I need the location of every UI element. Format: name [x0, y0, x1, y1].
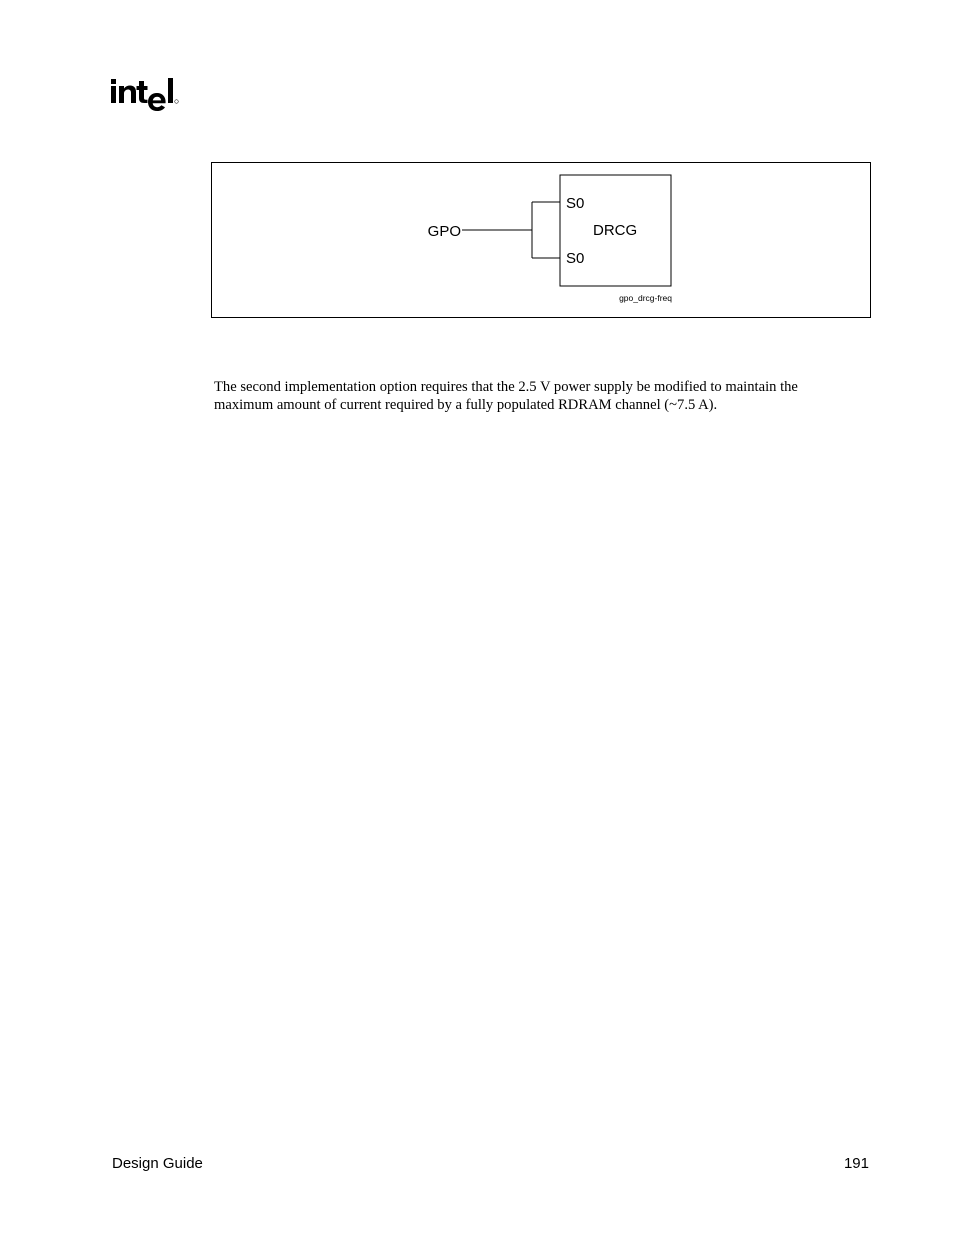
gpo-label: GPO — [427, 223, 461, 240]
body-paragraph: The second implementation option requires that the 2.5 V power supply be modified to maintain the maximum amount of current required by a fully populated RDRAM channel (~7.5 A). — [214, 379, 798, 413]
figure-id: gpo_drcg-freq — [619, 293, 672, 303]
drcg-label: DRCG — [593, 222, 638, 239]
pin-top-label: S0 — [566, 195, 585, 212]
footer-page-number: 191 — [843, 1155, 869, 1172]
footer-doc-title: Design Guide — [112, 1155, 203, 1172]
intel-logo-icon — [110, 76, 180, 116]
figure-frame — [211, 162, 871, 318]
gpo-drcg-diagram — [212, 163, 872, 319]
pin-bottom-label: S0 — [566, 250, 585, 267]
